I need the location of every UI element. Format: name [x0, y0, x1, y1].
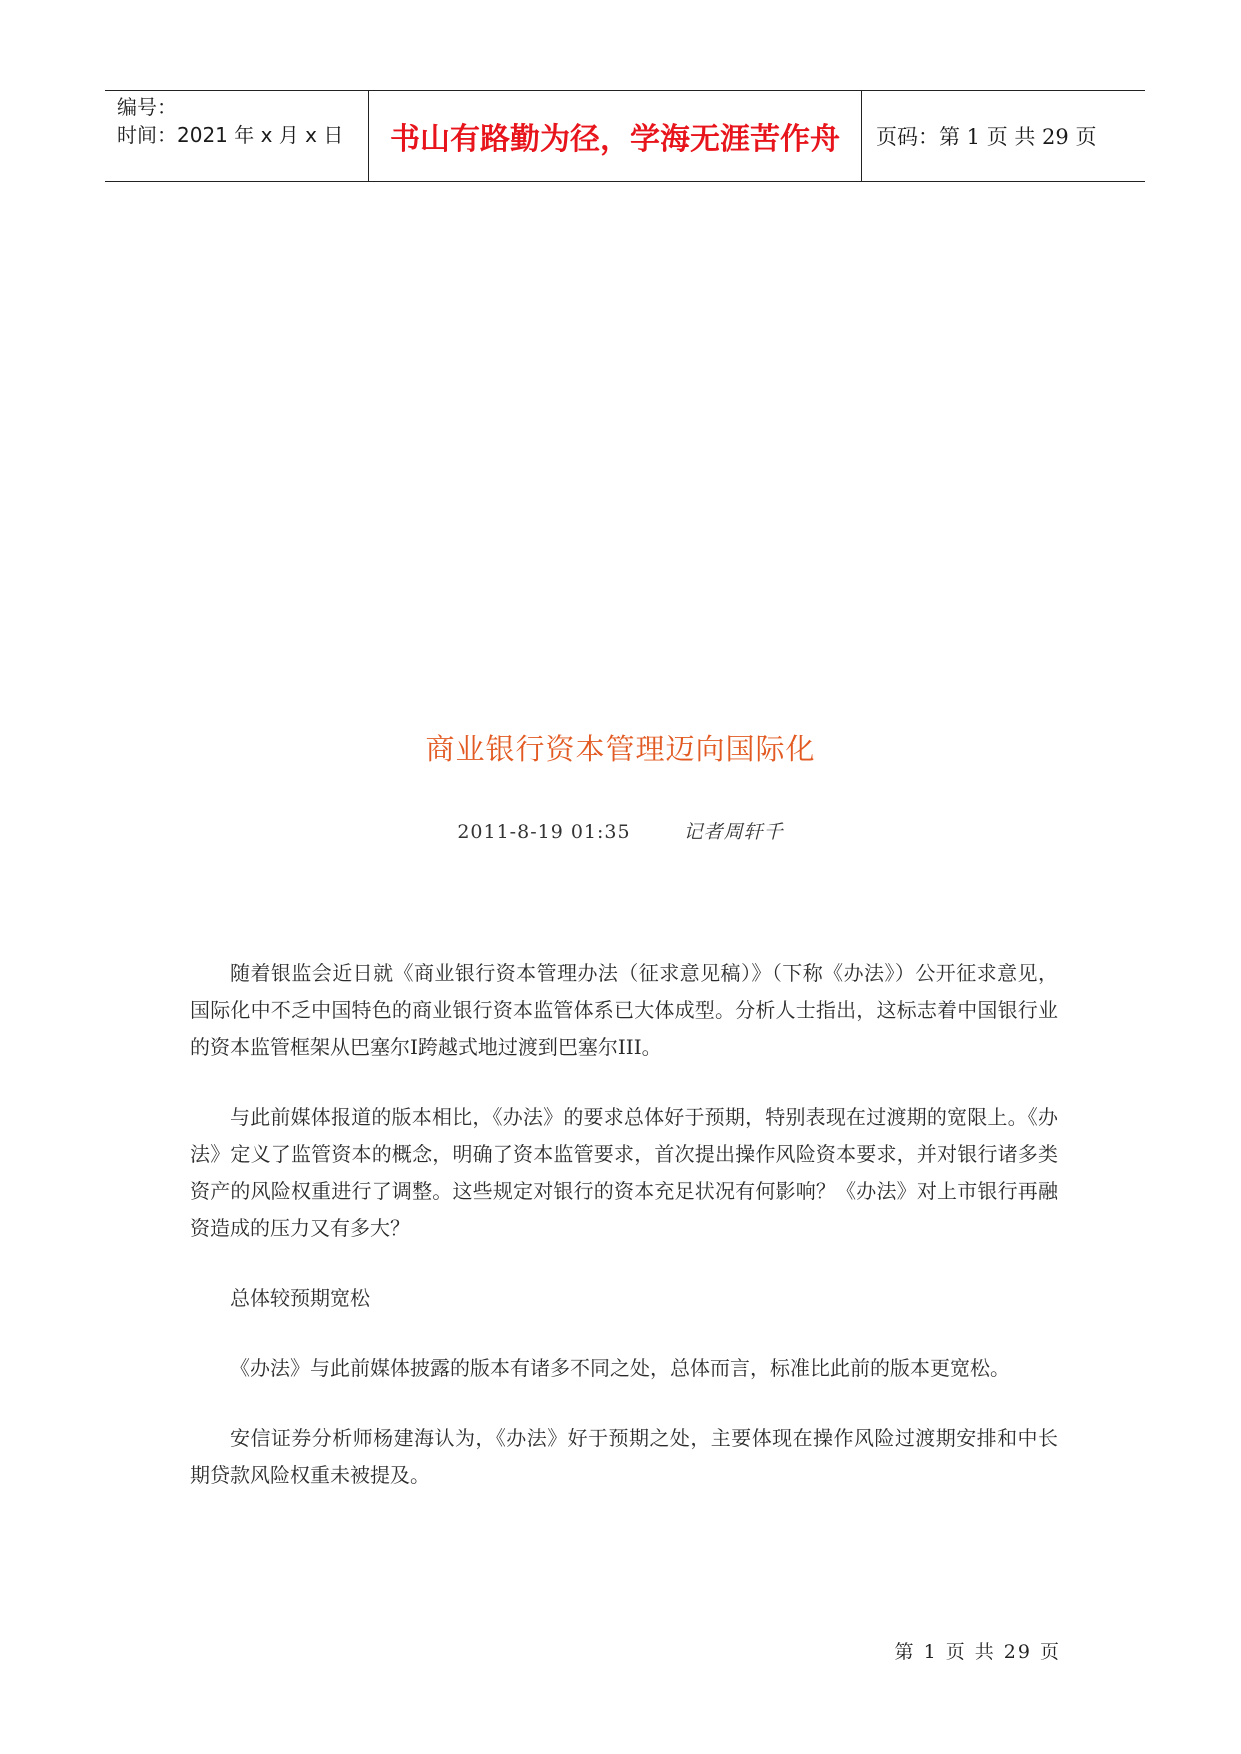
section-heading: 总体较预期宽松 [230, 1286, 370, 1310]
article-title: 商业银行资本管理迈向国际化 [425, 732, 816, 766]
document-time-label: 时间：2021 年 x 月 x 日 [117, 123, 344, 147]
article-date: 2011-8-19 01:35 [457, 821, 631, 843]
paragraph: 随着银监会近日就《商业银行资本管理办法（征求意见稿）》（下称《办法》）公开征求意见，国际化中不乏中国特色的商业银行资本监管体系已大体成型。分析人士指出，这标志着中国银行业的资本监管框架从巴塞尔Ⅰ跨越式地过渡到巴塞尔III。 [190, 961, 1058, 1059]
article-byline [0, 817, 1241, 844]
paragraph: 与此前媒体报道的版本相比，《办法》的要求总体好于预期，特别表现在过渡期的宽限上。《办法》定义了监管资本的概念，明确了资本监管要求，首次提出操作风险资本要求，并对银行诸多类资产的风险权重进行了调整。这些规定对银行的资本充足状况有何影响？《办法》对上市银行再融资造成的压力又有多大？ [190, 1105, 1058, 1240]
document-number-label: 编号： [117, 95, 177, 119]
paragraph: 安信证券分析师杨建海认为，《办法》好于预期之处，主要体现在操作风险过渡期安排和中长期贷款风险权重未被提及。 [190, 1426, 1058, 1487]
paragraph: 《办法》与此前媒体披露的版本有诸多不同之处，总体而言，标准比此前的版本更宽松。 [230, 1356, 1010, 1380]
header-table [105, 90, 1145, 182]
header-page-number: 页码：第 1 页 共 29 页 [876, 125, 1097, 149]
header-meta-cell [105, 91, 369, 181]
article-author: 记者周轩千 [683, 821, 784, 843]
footer-page-number: 第 1 页 共 29 页 [894, 1641, 1061, 1663]
article-body [190, 955, 1058, 1527]
header-motto: 书山有路勤为径，学海无涯苦作舟 [369, 91, 862, 181]
